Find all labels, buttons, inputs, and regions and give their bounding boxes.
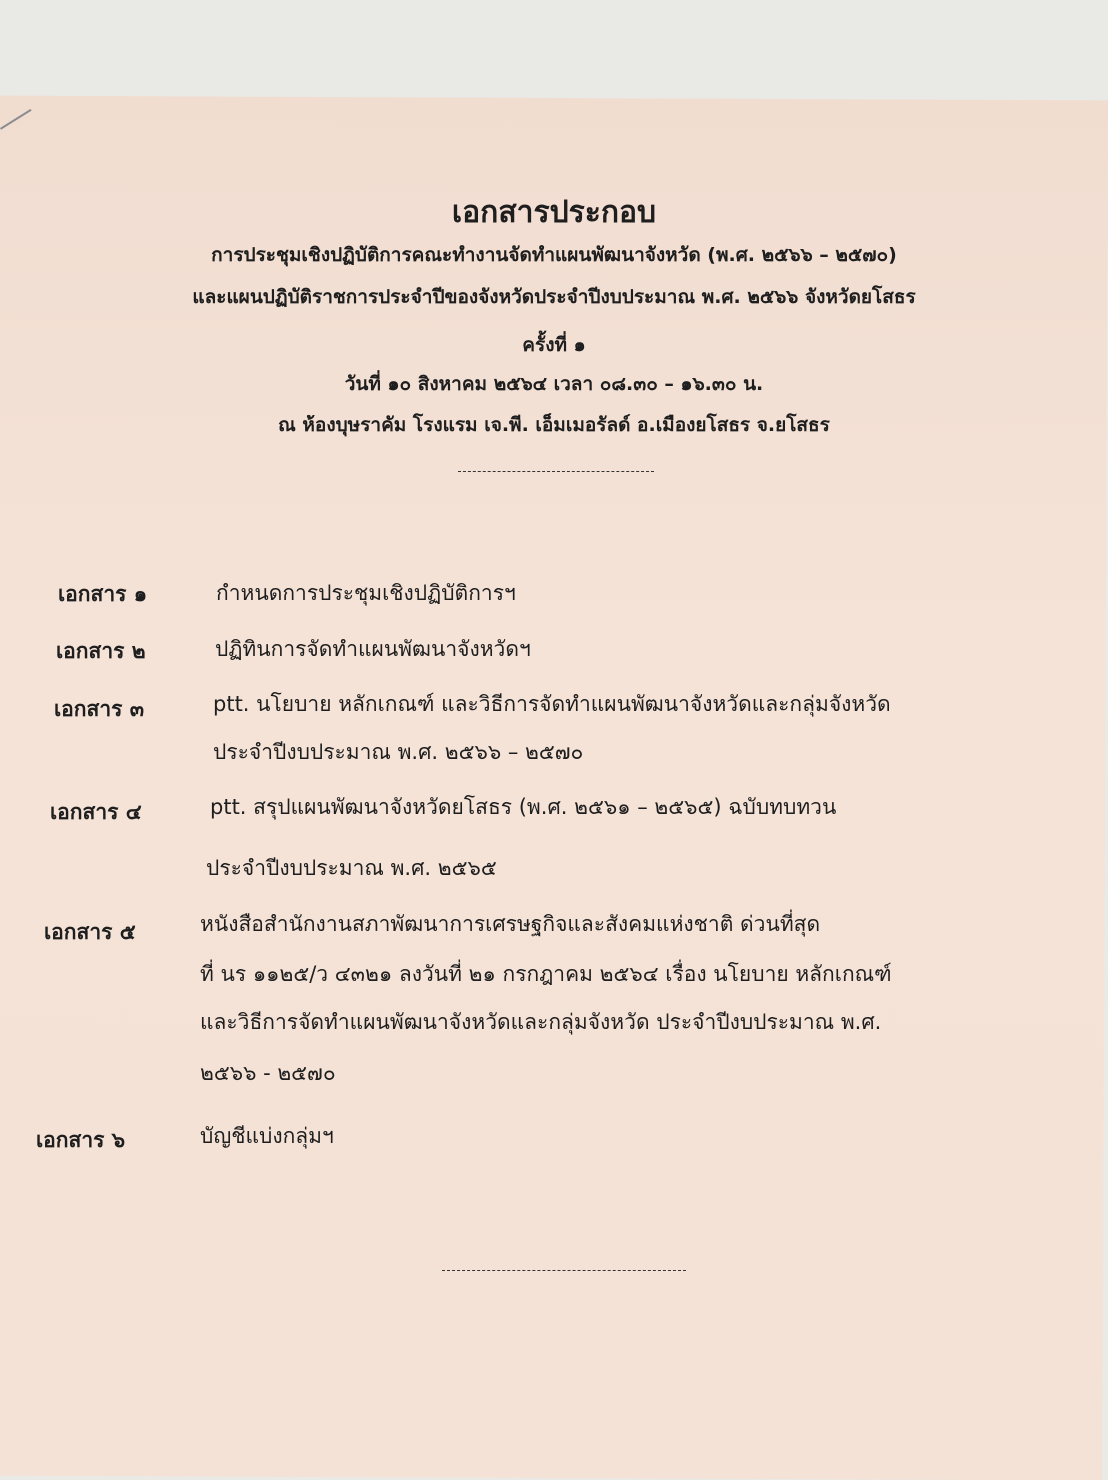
page-title: เอกสารประกอบ	[451, 195, 657, 230]
document-2-line-1: ปฏิทินการจัดทำแผนพัฒนาจังหวัดฯ	[215, 637, 531, 661]
divider-top	[458, 471, 654, 472]
session-number: ครั้งที่ ๑	[522, 334, 586, 356]
document-5-line-3: และวิธีการจัดทำแผนพัฒนาจังหวัดและกลุ่มจังหวัด ประจำปีงบประมาณ พ.ศ.	[200, 1010, 882, 1034]
document-3-label: เอกสาร ๓	[54, 697, 145, 721]
subtitle-line-1: การประชุมเชิงปฏิบัติการคณะทำงานจัดทำแผนพัฒนาจังหวัด (พ.ศ. ๒๕๖๖ – ๒๕๗๐)	[211, 244, 897, 266]
document-2-label: เอกสาร ๒	[56, 639, 146, 663]
divider-bottom	[442, 1270, 686, 1271]
document-1-label: เอกสาร ๑	[58, 582, 148, 606]
document-5-line-1: หนังสือสำนักงานสภาพัฒนาการเศรษฐกิจและสังคมแห่งชาติ ด่วนที่สุด	[200, 912, 821, 936]
document-6-line-1: บัญชีแบ่งกลุ่มฯ	[200, 1124, 334, 1148]
document-5-line-2: ที่ นร ๑๑๒๕/ว ๔๓๒๑ ลงวันที่ ๒๑ กรกฎาคม ๒๕๖๔ เรื่อง นโยบาย หลักเกณฑ์	[200, 962, 892, 986]
subtitle-line-2: และแผนปฏิบัติราชการประจำปีของจังหวัดประจำปีงบประมาณ พ.ศ. ๒๕๖๖ จังหวัดยโสธร	[192, 286, 916, 308]
document-4-line-2: ประจำปีงบประมาณ พ.ศ. ๒๕๖๕	[206, 856, 497, 880]
document-6-label: เอกสาร ๖	[36, 1128, 126, 1152]
document-5-label: เอกสาร ๕	[44, 920, 136, 944]
document-3-line-1: ptt. นโยบาย หลักเกณฑ์ และวิธีการจัดทำแผนพัฒนาจังหวัดและกลุ่มจังหวัด	[213, 692, 891, 716]
meeting-datetime: วันที่ ๑๐ สิงหาคม ๒๕๖๔ เวลา ๐๘.๓๐ – ๑๖.๓๐ น.	[344, 373, 764, 395]
document-5-line-4: ๒๕๖๖ - ๒๕๗๐	[200, 1061, 336, 1085]
document-3-line-2: ประจำปีงบประมาณ พ.ศ. ๒๕๖๖ – ๒๕๗๐	[213, 740, 584, 764]
document-4-line-1: ptt. สรุปแผนพัฒนาจังหวัดยโสธร (พ.ศ. ๒๕๖๑ – ๒๕๖๕) ฉบับทบทวน	[210, 795, 837, 819]
document-4-label: เอกสาร ๔	[50, 800, 142, 824]
document-1-line-1: กำหนดการประชุมเชิงปฏิบัติการฯ	[216, 581, 516, 605]
meeting-venue: ณ ห้องบุษราคัม โรงแรม เจ.พี. เอ็มเมอรัลด์ อ.เมืองยโสธร จ.ยโสธร	[278, 414, 830, 436]
